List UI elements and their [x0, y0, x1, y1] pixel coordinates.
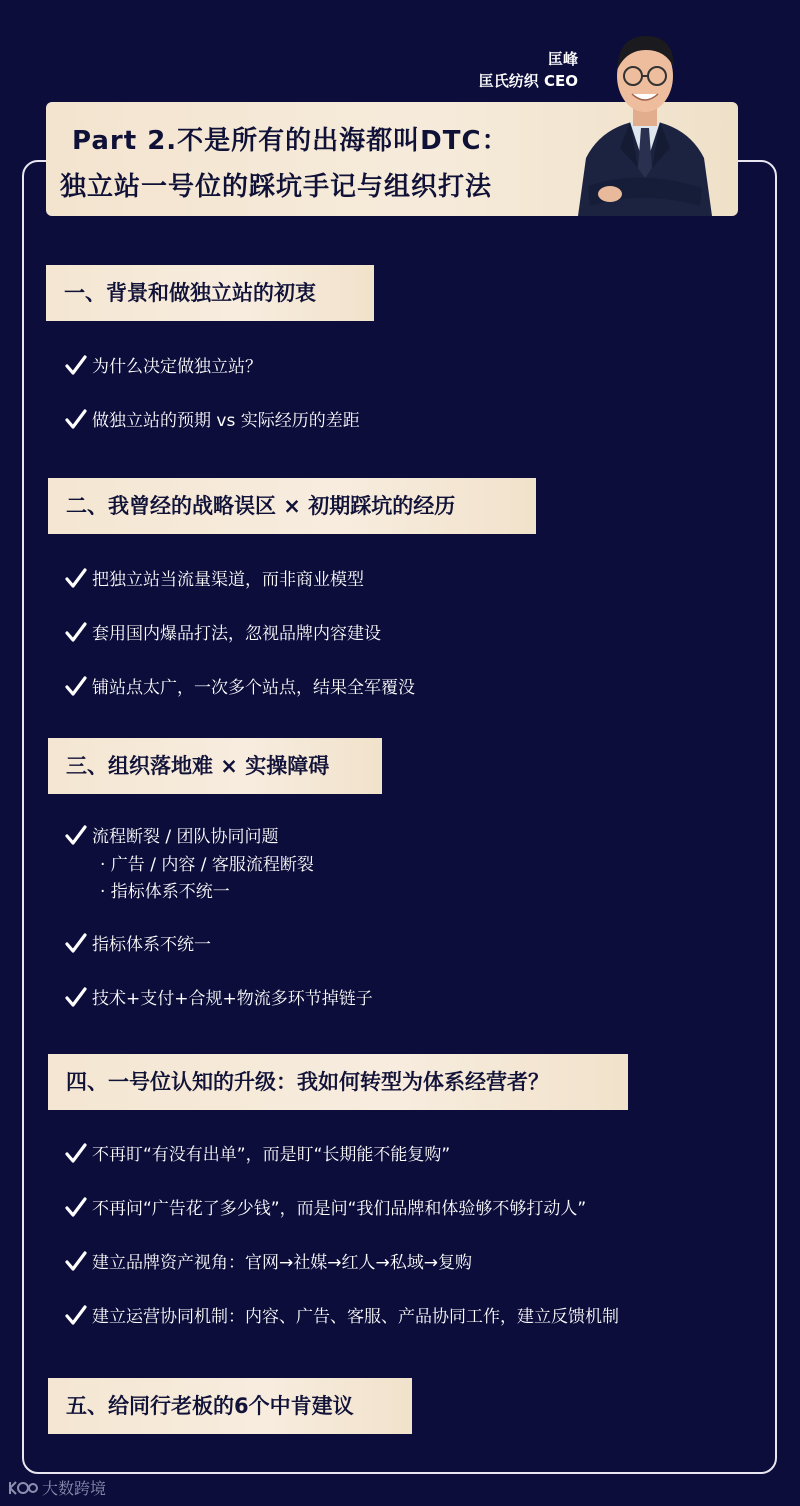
list-item-text: 套用国内爆品打法，忽视品牌内容建设	[92, 624, 381, 644]
list-item-text: 做独立站的预期 vs 实际经历的差距	[92, 411, 360, 431]
speaker-role: 匡氏纺织 CEO	[478, 72, 578, 90]
section-4-heading: 四、一号位认知的升级：我如何转型为体系经营者？	[48, 1054, 628, 1110]
check-icon	[64, 353, 88, 377]
speaker-portrait	[570, 18, 720, 216]
list-item-text: 把独立站当流量渠道，而非商业模型	[92, 570, 364, 590]
list-item-text: 建立运营协同机制：内容、广告、客服、产品协同工作，建立反馈机制	[92, 1307, 619, 1327]
watermark-text: 大数跨境	[42, 1479, 107, 1498]
list-item	[64, 1194, 586, 1219]
list-item-text: 不再问“广告花了多少钱”，而是问“我们品牌和体验够不够打动人”	[92, 1199, 587, 1219]
list-item-text: 为什么决定做独立站？	[92, 357, 262, 377]
check-icon	[64, 1141, 88, 1165]
list-item	[64, 673, 415, 698]
list-item-text: 铺站点太广，一次多个站点，结果全军覆没	[92, 678, 415, 698]
watermark	[8, 1476, 106, 1499]
section-5-heading: 五、给同行老板的6个中肯建议	[48, 1378, 412, 1434]
speaker-name: 匡峰	[547, 50, 578, 68]
list-item	[64, 352, 262, 377]
check-icon	[64, 1303, 88, 1327]
title-line-1: Part 2.不是所有的出海都叫DTC：	[72, 126, 509, 156]
list-item	[64, 822, 279, 847]
list-item-text: 建立品牌资产视角：官网→社媒→红人→私域→复购	[92, 1253, 472, 1273]
list-item	[64, 1302, 619, 1327]
list-item	[64, 984, 373, 1009]
list-item-text: 指标体系不统一	[92, 935, 211, 955]
check-icon	[64, 674, 88, 698]
sub-item: · 广告 / 内容 / 客服流程断裂	[100, 855, 314, 875]
list-item	[64, 1140, 450, 1165]
sub-item: · 指标体系不统一	[100, 882, 230, 902]
check-icon	[64, 1195, 88, 1219]
logo-icon	[8, 1478, 38, 1498]
check-icon	[64, 1249, 88, 1273]
check-icon	[64, 407, 88, 431]
title-line-2: 独立站一号位的踩坑手记与组织打法	[60, 172, 493, 202]
list-item	[64, 930, 211, 955]
list-item	[64, 565, 364, 590]
list-item	[64, 406, 360, 431]
check-icon	[64, 931, 88, 955]
check-icon	[64, 566, 88, 590]
list-item	[64, 619, 381, 644]
section-3-heading: 三、组织落地难 × 实操障碍	[48, 738, 382, 794]
list-item-text: 技术+支付+合规+物流多环节掉链子	[92, 989, 373, 1009]
section-1-heading: 一、背景和做独立站的初衷	[46, 265, 374, 321]
section-2-heading: 二、我曾经的战略误区 × 初期踩坑的经历	[48, 478, 536, 534]
check-icon	[64, 620, 88, 644]
check-icon	[64, 823, 88, 847]
list-item	[64, 1248, 472, 1273]
list-item-text: 流程断裂 / 团队协同问题	[92, 827, 279, 847]
check-icon	[64, 985, 88, 1009]
list-item-text: 不再盯“有没有出单”，而是盯“长期能不能复购”	[92, 1145, 451, 1165]
